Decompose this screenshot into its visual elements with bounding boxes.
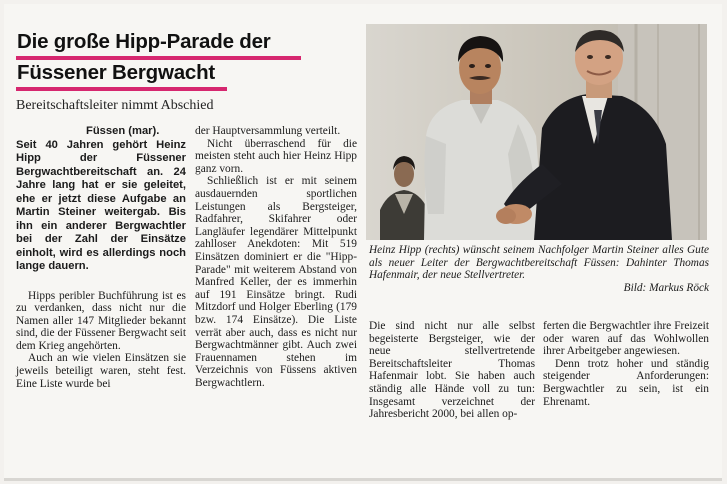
photo-credit: Bild: Markus Röck [623,281,709,294]
body-paragraph: der Hauptversammlung verteilt. [195,125,341,137]
text-column-3 [369,320,535,421]
text-column-1 [16,125,186,390]
headline-underline-2 [16,87,227,91]
text-column-2 [195,125,357,389]
lead-paragraph [16,125,186,274]
photo-illustration [366,24,707,240]
lead-first-line: Seit 40 Jahren gehört [16,138,148,151]
headline-line-1: Die große Hipp-Parade der [17,30,271,53]
body-paragraph: Die sind nicht nur alle selbst begeisterte Bergsteiger, wie der neue stellvertretende Bereitschaftsleiter Thomas Hafenmair lobt. Sie haben auch ständig alle Hände voll zu tun: Insgesamt verzeichnet der Jahresbericht 2000, bei allen op- [369,320,535,421]
lead-body: Heinz Hipp der Füssener Bergwachtbereitschaft an. 24 Jahre lang hat er sie geleitet, ehe er jetzt diese Aufgabe an Martin Steiner weitergab. Bis ihn ein anderer Bergwachtler bei der Zahl der Einsätze einholt, wird es allerdings noch lange dauern. [16,138,187,272]
text-column-4 [543,320,709,408]
caption-text: Heinz Hipp (rechts) wünscht seinem Nachfolger Martin Steiner alles Gute als neuer Leiter der Bergwachtbereitschaft Füssen: Dahinter Thomas Hafenmair, der neue Stellvertreter. [369,244,709,282]
body-paragraph: Hipps peribler Buchführung ist es zu verdanken, dass nicht nur die Namen aller 147 Mitglieder bekannt sind, die der Füssener Bergwacht seit dem Krieg angehörten. [16,289,186,352]
body-paragraph: Schließlich ist er mit seinem ausdauernden sportlichen Leistungen als Bergsteiger, Radfahrer, Skifahrer oder Langläufer legendärer Mittelpunkt zahlloser Anekdoten: Mit 519 Einsätzen dominiert er die "Hipp-Parade" mit weiterem Abstand von Manfred Keller, der es immerhin auf 191 Einsätze bringt. Rudi Mitzdorf und Holger Eberling (179 bzw. 174 Einsätze). Die Liste verrät aber auch, dass es nicht nur Bergwachtmänner gibt. Auch zwei Frauennamen stehen im Verzeichnis von Füssens aktiven Bergwachtlern. [195,175,357,389]
headline-line-2: Füssener Bergwacht [17,61,216,84]
body-paragraph: Denn trotz hoher und ständig steigender Anforderungen: Bergwachtler zu sein, ist ein Ehrenamt. [543,357,709,408]
lead-dateline: Füssen (mar). [86,125,160,137]
body-paragraph: ferten die Bergwachtler ihre Freizeit oder waren auf das Wohlwollen ihrer Arbeitgeber angewiesen. [543,320,709,358]
body-paragraph: Auch an wie vielen Einsätzen sie jeweils beteiligt waren, steht fest. Eine Liste wurde bei [16,352,186,390]
subheadline: Bereitschaftsleiter nimmt Abschied [16,98,214,113]
news-photo [366,24,707,240]
headline-underline-1 [16,56,301,60]
body-paragraph: Nicht überraschend für die meisten steht auch hier Heinz Hipp ganz vorn. [195,137,357,175]
photo-caption [369,244,709,294]
